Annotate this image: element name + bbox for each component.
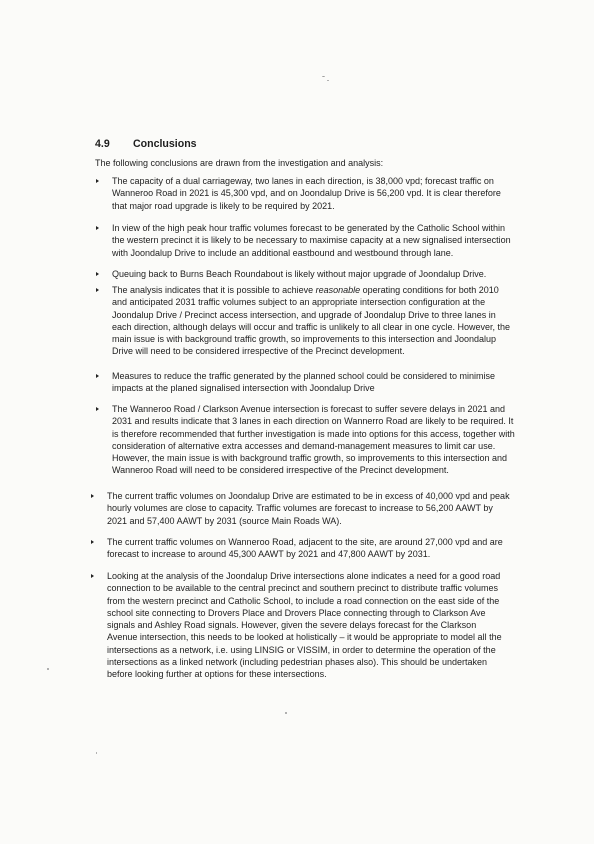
bullet-marker-icon	[96, 374, 99, 378]
conclusion-text-line: each direction, although delays will occur and traffic is unlikely to all clear in one cycle. However, the	[112, 321, 511, 332]
bullet-marker-icon	[91, 574, 94, 578]
conclusion-text-line: impacts at the planed signalised intersection with Joondalup Drive	[112, 383, 375, 394]
intro-paragraph: The following conclusions are drawn from the investigation and analysis:	[95, 158, 384, 168]
conclusion-item	[107, 490, 510, 527]
section-title: Conclusions	[133, 138, 197, 150]
conclusion-text-line: 2031 and results indicate that 3 lanes in each direction on Wannerro Road are likely to be required. It	[112, 416, 514, 427]
conclusion-text-line: The capacity of a dual carriageway, two lanes in each direction, is 38,000 vpd; forecast traffic on	[112, 176, 494, 186]
conclusion-text-line: main issue is with background traffic growth, so improvements to this intersection and Joondalup	[112, 334, 497, 345]
conclusion-item	[107, 570, 502, 681]
conclusion-text-line: signals and Ashley Road signals. However, given the severe delays forecast for the Clarkson	[107, 620, 477, 631]
conclusion-text-line: with Joondalup Drive to include an additional eastbound and westbound through lane.	[112, 247, 454, 258]
conclusion-text-line: forecast to increase to around 45,300 AAWT by 2021 and 47,800 AAWT by 2031.	[107, 549, 431, 560]
conclusion-item	[112, 403, 515, 477]
conclusion-text-line: The analysis indicates that it is possible to achieve reasonable operating conditions for both 2010	[112, 285, 499, 295]
conclusion-text-line: Wanneroo Road in 2021 is 45,300 vpd, and on Joondalup Drive is 56,200 vpd. It is clear therefore	[112, 188, 501, 199]
conclusion-text-line: However, the main issue is with background traffic growth, so improvements to this intersection and	[112, 453, 508, 464]
scan-speck	[96, 752, 97, 754]
conclusion-text-line: Drive will need to be considered irrespective of the Precinct development.	[112, 346, 405, 357]
section-number: 4.9	[95, 138, 110, 150]
bullet-marker-icon	[91, 540, 94, 544]
conclusion-text-line: connection to be available to the central precinct and southern precinct to distribute traffic volumes	[107, 583, 499, 594]
conclusion-text-line: The current traffic volumes on Wanneroo Road, adjacent to the site, are around 27,000 vpd and are	[107, 537, 503, 547]
conclusion-text-line: is therefore recommended that further investigation is made into options for this access, together with	[112, 428, 515, 439]
scan-speck	[327, 80, 329, 81]
conclusion-text-line: the western precinct it is likely to be necessary to maximise capacity at a new signalised intersection	[112, 235, 511, 246]
conclusion-text-line: before looking further at options for these intersections.	[107, 669, 327, 680]
conclusion-item	[112, 268, 486, 280]
conclusion-text-line: from the western precinct and Catholic School, to include a road connection on the east side of the	[107, 595, 500, 606]
conclusion-text-line: Measures to reduce the traffic generated by the planned school could be considered to minimise	[112, 371, 496, 381]
conclusion-item	[112, 284, 510, 358]
conclusion-text-line: 2021 and 57,400 AAWT by 2031 (source Main Roads WA).	[107, 515, 342, 526]
conclusion-text-line: intersections as a linked network (including pedestrian phases also). This should be undertaken	[107, 657, 488, 668]
conclusion-item	[112, 370, 495, 395]
bullet-marker-icon	[96, 226, 99, 230]
scan-speck	[285, 712, 287, 714]
conclusion-text-line: The Wanneroo Road / Clarkson Avenue intersection is forecast to suffer severe delays in 2021 and	[112, 404, 506, 414]
conclusion-text-line: Joondalup Drive / Precinct access intersection, and upgrade of Joondalup Drive to three lanes in	[112, 309, 496, 320]
conclusion-text-line: hourly volumes are close to capacity. Traffic volumes are forecast to increase to 56,200 AAWT by	[107, 503, 493, 514]
conclusion-text-line: The current traffic volumes on Joondalup Drive are estimated to be in excess of 40,000 vpd and peak	[107, 491, 510, 501]
conclusion-text-line: and anticipated 2031 traffic volumes subject to an appropriate intersection configuration at the	[112, 297, 486, 308]
conclusion-text-line: In view of the high peak hour traffic volumes forecast to be generated by the Catholic School within	[112, 223, 506, 233]
conclusion-text-line: school site connecting to Drovers Place and Drovers Place connecting through to Clarkson Ave	[107, 607, 486, 618]
conclusion-item	[107, 536, 503, 561]
bullet-marker-icon	[96, 272, 99, 276]
bullet-marker-icon	[91, 494, 94, 498]
bullet-marker-icon	[96, 179, 99, 183]
bullet-marker-icon	[96, 407, 99, 411]
bullet-marker-icon	[96, 288, 99, 292]
scan-speck	[322, 76, 325, 77]
conclusion-text-line: intersections as a network, i.e. using LINSIG or VISSIM, in order to determine the operation of the	[107, 644, 496, 655]
conclusion-item	[112, 222, 511, 259]
conclusion-text-line: that major road upgrade is likely to be required by 2021.	[112, 200, 335, 211]
conclusion-text-line: Wanneroo Road will need to be considered irrespective of the Precinct development.	[112, 465, 449, 476]
conclusion-text-line: Queuing back to Burns Beach Roundabout is likely without major upgrade of Joondalup Drive.	[112, 269, 487, 279]
conclusion-item	[112, 175, 501, 212]
conclusion-text-line: Avenue intersection, this needs to be looked at holistically – it would be appropriate to model all the	[107, 632, 502, 643]
scan-speck	[47, 668, 49, 670]
conclusion-text-line: consideration of alternative extra accesses and demand-management measures to limit car use.	[112, 440, 496, 451]
conclusion-text-line: Looking at the analysis of the Joondalup Drive intersections alone indicates a need for a good road	[107, 571, 501, 581]
